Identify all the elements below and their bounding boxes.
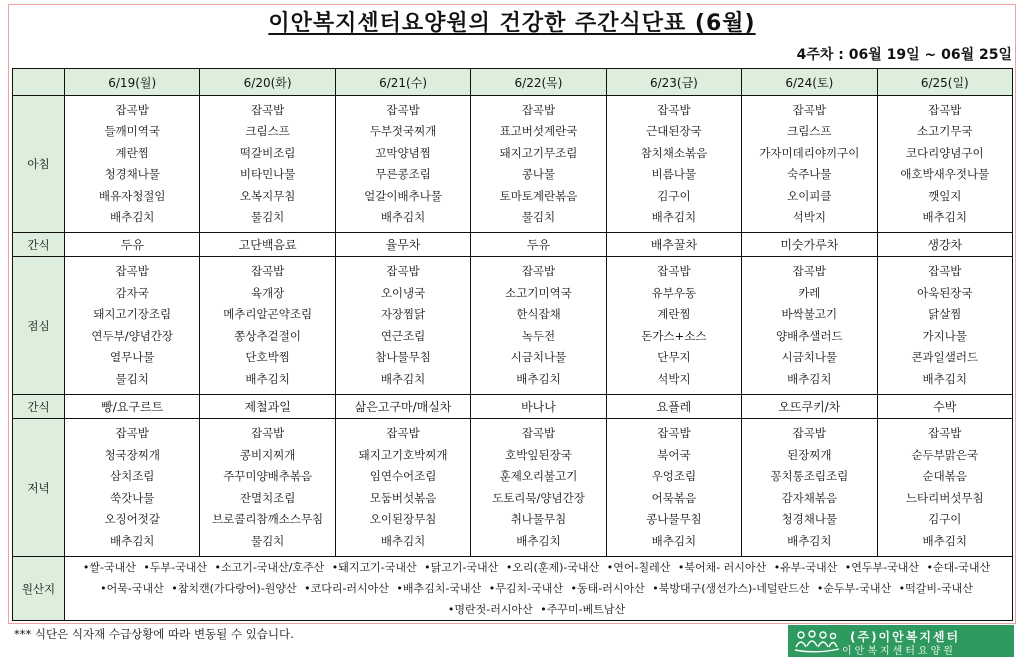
snack2-row — [13, 395, 1013, 419]
notice-text: *** 식단은 식자재 수급상황에 따라 변동될 수 있습니다. — [14, 627, 294, 641]
origin-item: •닭고기-국내산 — [424, 561, 499, 574]
menu-item: 돼지고기호박찌개 — [358, 447, 448, 462]
menu-item: 물김치 — [521, 210, 556, 224]
menu-item: 가지나물 — [922, 328, 967, 343]
menu-item: 배추김치 — [922, 371, 967, 386]
menu-item: 잡곡밥 — [928, 426, 962, 440]
logo-line-2: 이안복지센터요양원 — [842, 646, 956, 657]
menu-item: 어묵볶음 — [651, 490, 697, 505]
origin-item: •순대-국내산 — [926, 561, 991, 574]
lunch-cell — [471, 257, 606, 395]
menu-item: 콘과일샐러드 — [911, 350, 979, 364]
breakfast-label: 아침 — [13, 96, 65, 233]
menu-item: 북어국 — [657, 447, 691, 462]
menu-item: 청경채나물 — [781, 512, 838, 526]
snack2-cell: 바나나 — [471, 395, 606, 419]
menu-item: 떡갈비조림 — [239, 145, 296, 160]
menu-item: 꼬막양념찜 — [375, 145, 431, 160]
origin-label: 원산지 — [13, 557, 65, 621]
menu-item: 계란찜 — [115, 145, 149, 160]
origin-item: •주꾸미-베트남산 — [540, 603, 626, 616]
menu-item: 콩비지찌개 — [239, 447, 296, 462]
day-header: 6/23(금) — [606, 69, 741, 96]
menu-item: 양배추샐러드 — [775, 328, 843, 343]
page-title — [0, 6, 1024, 37]
dinner-label: 저녁 — [13, 419, 65, 557]
menu-item: 잡곡밥 — [386, 264, 420, 278]
menu-item: 배추김치 — [651, 210, 697, 224]
origin-item: •연두부-국내산 — [844, 561, 919, 574]
menu-item: 깻잎지 — [928, 188, 962, 203]
snack1-cell: 율무차 — [335, 233, 470, 257]
menu-item: 잡곡밥 — [386, 102, 420, 117]
menu-item: 잡곡밥 — [657, 264, 691, 278]
menu-item: 된장찌개 — [787, 447, 832, 462]
snack2-cell: 빵/요구르트 — [65, 395, 200, 419]
logo-line-1: (주)이안복지센터 — [850, 630, 961, 644]
menu-item: 꽁치통조림조림 — [770, 469, 849, 483]
people-logo-icon — [794, 629, 840, 653]
breakfast-cell — [877, 96, 1012, 233]
menu-item: 배추김치 — [109, 533, 155, 548]
menu-item: 들깨미역국 — [104, 124, 160, 138]
menu-item: 잡곡밥 — [657, 102, 691, 117]
menu-item: 배추김치 — [245, 371, 290, 386]
menu-item: 배추김치 — [651, 533, 697, 548]
menu-item: 취나물무침 — [510, 512, 567, 526]
menu-item: 잡곡밥 — [792, 426, 826, 440]
menu-item: 감자국 — [115, 285, 149, 300]
breakfast-cell — [606, 96, 741, 233]
lunch-label: 점심 — [13, 257, 65, 395]
corner-cell — [13, 69, 65, 96]
menu-item: 잡곡밥 — [115, 264, 149, 278]
menu-item: 연근조림 — [380, 328, 426, 343]
origin-item: •순두부-국내산 — [816, 582, 892, 595]
menu-item: 잡곡밥 — [521, 102, 556, 117]
dinner-cell — [65, 419, 200, 557]
menu-item: 오징어젓갈 — [104, 512, 160, 526]
menu-item: 참치채소볶음 — [640, 145, 708, 160]
menu-item: 오복지무침 — [239, 188, 296, 203]
breakfast-row — [13, 96, 1013, 233]
day-header: 6/21(수) — [335, 69, 470, 96]
origin-item: •북방대구(생선가스)-네덜란드산 — [652, 582, 810, 595]
menu-item: 잡곡밥 — [928, 264, 962, 278]
menu-item: 콩나물 — [521, 167, 556, 181]
menu-item: 무른콩조림 — [375, 167, 431, 181]
menu-item: 김구이 — [657, 188, 691, 203]
origin-item: •북어채- 러시아산 — [677, 561, 767, 574]
dinner-cell — [606, 419, 741, 557]
menu-item: 잡곡밥 — [792, 264, 826, 278]
lunch-row — [13, 257, 1013, 395]
origin-item: •돼지고기-국내산 — [331, 561, 417, 574]
week-range: 4주차 : 06월 19일 ~ 06월 25일 — [796, 47, 1012, 63]
origin-item: •코다리-러시아산 — [304, 582, 389, 595]
menu-item: 배추김치 — [787, 371, 832, 386]
menu-item: 단호박찜 — [245, 350, 290, 364]
menu-item: 소고기무국 — [916, 124, 973, 138]
menu-item: 자장찜닭 — [380, 307, 426, 321]
menu-item: 배추김치 — [109, 210, 155, 224]
snack1-cell: 미숫가루차 — [742, 233, 877, 257]
origin-item: •연어-칠레산 — [606, 561, 671, 574]
origin-item: •쌀-국내산 — [82, 561, 136, 574]
menu-item: 배추김치 — [922, 533, 967, 548]
snack1-cell: 두유 — [65, 233, 200, 257]
menu-item: 잡곡밥 — [657, 426, 691, 440]
snack2-label: 간식 — [13, 395, 65, 419]
day-header-row — [13, 69, 1013, 96]
menu-item: 콩나물무침 — [646, 512, 702, 526]
origin-item: •참치캔(가다랑어)-원양산 — [171, 582, 297, 595]
breakfast-cell — [471, 96, 606, 233]
menu-item: 한식잡채 — [516, 307, 561, 321]
origin-item: •오리(훈제)-국내산 — [505, 561, 600, 574]
snack2-cell: 요플레 — [606, 395, 741, 419]
menu-item: 녹두전 — [521, 328, 556, 343]
menu-item: 쫑상추겉절이 — [234, 328, 301, 343]
dinner-cell — [471, 419, 606, 557]
menu-item: 느타리버섯무침 — [905, 490, 984, 505]
day-header: 6/20(화) — [200, 69, 335, 96]
menu-item: 배추김치 — [516, 371, 561, 386]
menu-item: 유부우동 — [651, 285, 697, 300]
menu-item: 배추김치 — [380, 210, 426, 224]
menu-item: 김구이 — [928, 512, 962, 526]
menu-item: 임연수어조림 — [369, 469, 437, 483]
menu-item: 브로콜리참깨소스무침 — [212, 512, 324, 526]
menu-item: 순두부맑은국 — [911, 447, 979, 462]
menu-item: 크림스프 — [787, 124, 832, 138]
menu-item: 단무지 — [657, 350, 691, 364]
menu-item: 잡곡밥 — [250, 426, 285, 440]
menu-item: 오이피클 — [787, 188, 832, 203]
menu-item: 청국장찌개 — [104, 447, 160, 462]
menu-item: 비름나물 — [651, 167, 697, 181]
menu-item: 잡곡밥 — [792, 102, 826, 117]
menu-item: 배유자청절임 — [98, 188, 166, 203]
dinner-row — [13, 419, 1013, 557]
menu-item: 훈제오리불고기 — [499, 469, 578, 483]
menu-item: 잡곡밥 — [386, 426, 420, 440]
breakfast-cell — [742, 96, 877, 233]
snack1-cell: 배추꿀차 — [606, 233, 741, 257]
menu-item: 육개장 — [250, 285, 285, 300]
lunch-cell — [200, 257, 335, 395]
menu-item: 배추김치 — [516, 533, 561, 548]
menu-item: 배추김치 — [922, 210, 967, 224]
menu-item: 쑥갓나물 — [109, 490, 155, 505]
breakfast-cell — [335, 96, 470, 233]
dinner-cell — [877, 419, 1012, 557]
menu-item: 호박잎된장국 — [505, 447, 572, 462]
menu-item: 메추리알곤약조림 — [223, 307, 313, 321]
menu-item: 잡곡밥 — [250, 102, 285, 117]
menu-item: 토마토계란볶음 — [499, 188, 578, 203]
breakfast-cell — [200, 96, 335, 233]
snack1-cell: 생강차 — [877, 233, 1012, 257]
snack2-cell: 수박 — [877, 395, 1012, 419]
snack2-cell: 삶은고구마/매실차 — [335, 395, 470, 419]
day-header: 6/25(일) — [877, 69, 1012, 96]
snack2-cell: 오뜨쿠키/차 — [742, 395, 877, 419]
menu-item: 우엉조림 — [651, 469, 697, 483]
dinner-cell — [200, 419, 335, 557]
day-header: 6/19(월) — [65, 69, 200, 96]
menu-item: 돼지고기장조림 — [93, 307, 172, 321]
menu-item: 닭살찜 — [928, 307, 962, 321]
menu-item: 도토리묵/양념간장 — [492, 490, 585, 505]
day-header: 6/24(토) — [742, 69, 877, 96]
menu-item: 잡곡밥 — [115, 426, 149, 440]
origin-list — [65, 557, 1013, 621]
menu-item: 참나물무침 — [375, 350, 431, 364]
menu-item: 코다리양념구이 — [905, 145, 984, 160]
lunch-cell — [65, 257, 200, 395]
menu-item: 카레 — [798, 285, 821, 300]
menu-item: 애호박새우젓나물 — [900, 167, 990, 181]
center-logo — [788, 625, 1014, 657]
menu-item: 배추김치 — [380, 533, 426, 548]
menu-item: 순대볶음 — [922, 469, 967, 483]
menu-item: 돼지고기무조림 — [499, 145, 578, 160]
menu-item: 아욱된장국 — [916, 285, 973, 300]
menu-item: 오이된장무침 — [369, 512, 437, 526]
menu-item: 잔멸치조림 — [239, 490, 296, 505]
menu-item: 잡곡밥 — [250, 264, 285, 278]
menu-item: 근대된장국 — [646, 124, 702, 138]
dinner-cell — [742, 419, 877, 557]
menu-item: 배추김치 — [787, 533, 832, 548]
menu-item: 잡곡밥 — [521, 426, 556, 440]
lunch-cell — [335, 257, 470, 395]
menu-item: 석박지 — [792, 210, 826, 224]
menu-item: 물김치 — [250, 533, 285, 548]
menu-item: 물김치 — [115, 371, 149, 386]
menu-item: 오이냉국 — [380, 285, 426, 300]
lunch-cell — [742, 257, 877, 395]
menu-item: 삼치조림 — [109, 469, 155, 483]
snack2-cell: 제철과일 — [200, 395, 335, 419]
menu-item: 석박지 — [657, 371, 691, 386]
lunch-cell — [877, 257, 1012, 395]
origin-item: •떡갈비-국내산 — [898, 582, 973, 595]
origin-item: •소고기-국내산/호주산 — [214, 561, 325, 574]
menu-item: 열무나물 — [109, 350, 155, 364]
menu-item: 돈가스+소스 — [641, 328, 707, 343]
menu-item: 숙주나물 — [787, 167, 832, 181]
menu-item: 배추김치 — [380, 371, 426, 386]
menu-item: 청경채나물 — [104, 167, 160, 181]
weekly-menu-table — [12, 68, 1013, 621]
menu-item: 시금치나물 — [781, 350, 838, 364]
snack1-cell: 고단백음료 — [200, 233, 335, 257]
menu-item: 소고기미역국 — [505, 285, 572, 300]
snack1-cell: 두유 — [471, 233, 606, 257]
origin-item: •배추김치-국내산 — [396, 582, 482, 595]
menu-item: 모둠버섯볶음 — [369, 490, 437, 505]
snack1-row — [13, 233, 1013, 257]
menu-item: 잡곡밥 — [928, 102, 962, 117]
lunch-cell — [606, 257, 741, 395]
origin-item: •무김치-국내산 — [488, 582, 563, 595]
day-header: 6/22(목) — [471, 69, 606, 96]
origin-row — [13, 557, 1013, 621]
origin-item: •어묵-국내산 — [100, 582, 164, 595]
breakfast-cell — [65, 96, 200, 233]
origin-item: •명란젓-러시아산 — [447, 603, 533, 616]
menu-item: 감자채볶음 — [781, 490, 838, 505]
menu-item: 잡곡밥 — [115, 102, 149, 117]
menu-item: 물김치 — [250, 210, 285, 224]
menu-item: 연두부/양념간장 — [91, 328, 174, 343]
title-text: 이안복지센터요양원의 건강한 주간식단표 (6월) — [268, 11, 756, 36]
origin-item: •유부-국내산 — [773, 561, 838, 574]
menu-item: 표고버섯계란국 — [499, 124, 578, 138]
origin-item: •동태-러시아산 — [570, 582, 645, 595]
menu-item: 크림스프 — [245, 124, 290, 138]
menu-item: 비타민나물 — [239, 167, 296, 181]
snack1-label: 간식 — [13, 233, 65, 257]
menu-item: 두부젓국찌개 — [369, 124, 437, 138]
menu-item: 주꾸미양배추볶음 — [223, 469, 313, 483]
dinner-cell — [335, 419, 470, 557]
menu-item: 잡곡밥 — [521, 264, 556, 278]
menu-item: 얼갈이배추나물 — [364, 188, 442, 203]
origin-item: •두부-국내산 — [143, 561, 207, 574]
menu-item: 가자미데리야끼구이 — [759, 145, 860, 160]
menu-item: 시금치나물 — [510, 350, 567, 364]
menu-item: 바싹불고기 — [781, 307, 838, 321]
menu-item: 계란찜 — [657, 307, 691, 321]
